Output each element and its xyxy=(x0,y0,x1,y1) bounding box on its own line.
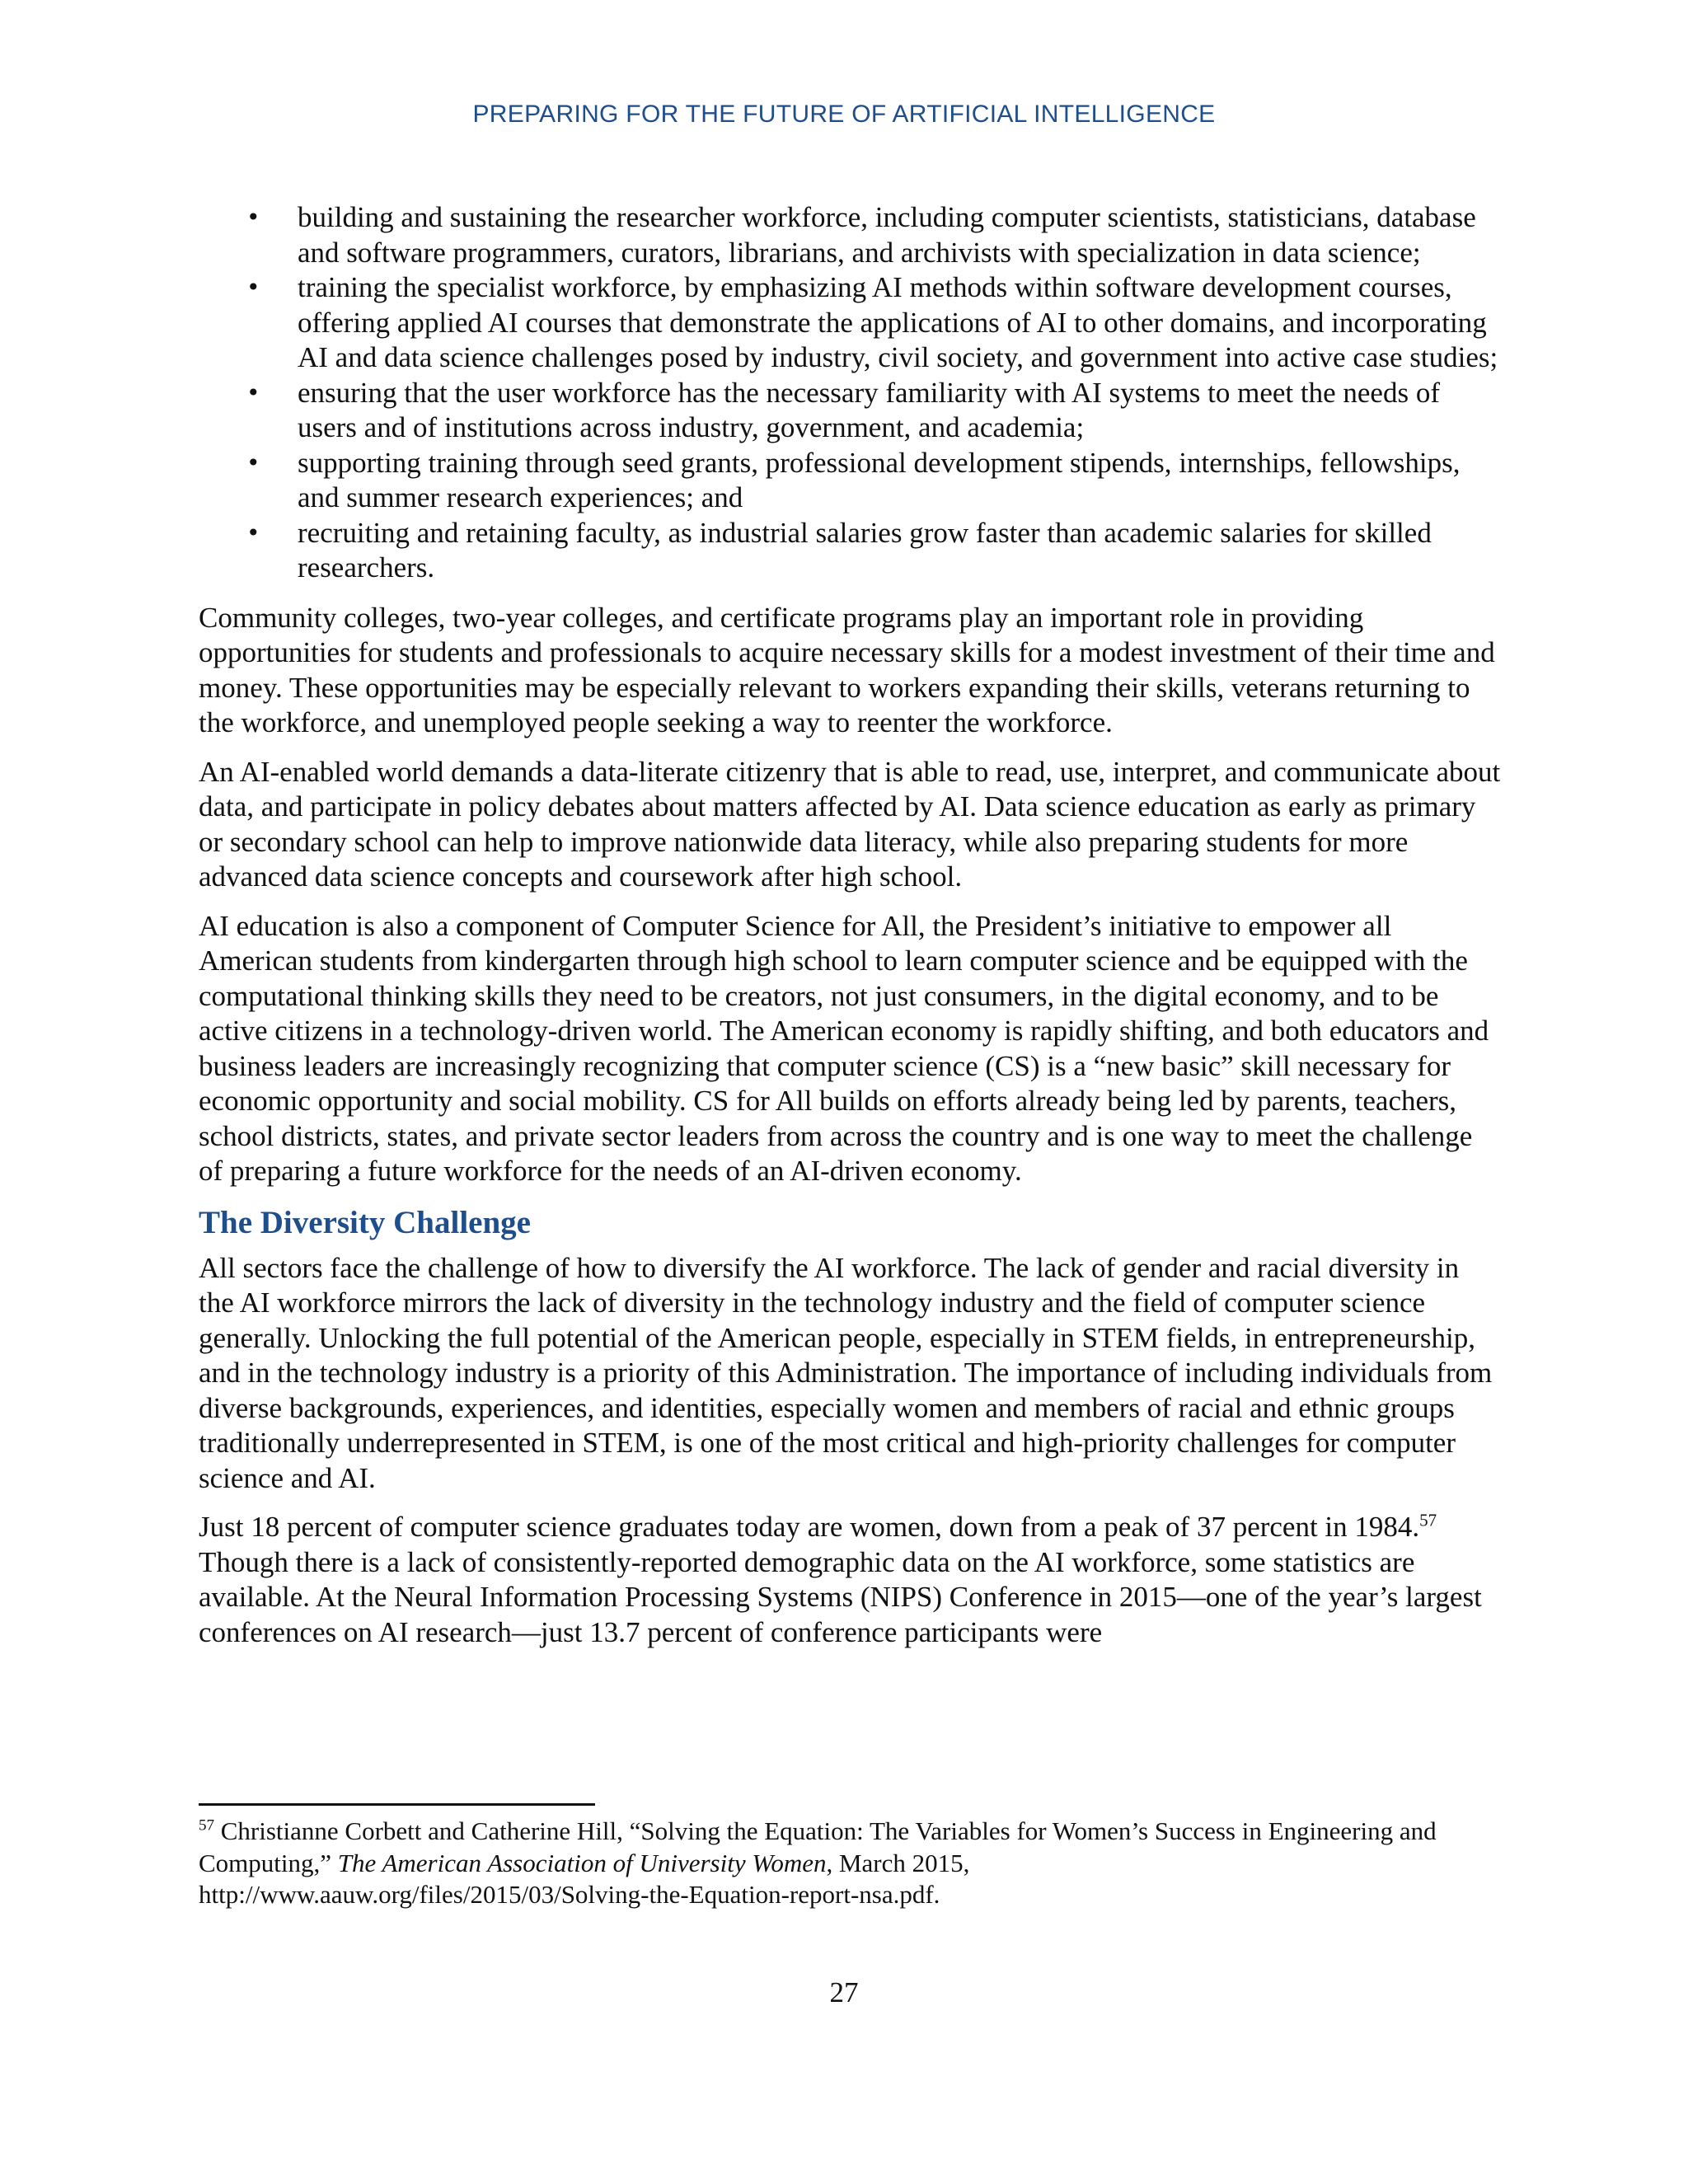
list-item xyxy=(199,270,1501,376)
list-item xyxy=(199,516,1501,586)
bullet-icon: • xyxy=(246,518,260,546)
section-heading: The Diversity Challenge xyxy=(199,1204,531,1240)
page-number: 27 xyxy=(829,1976,859,2008)
bullet-icon: • xyxy=(246,378,260,406)
paragraph-community-colleges: Community colleges, two-year colleges, and certificate programs play an important role in providing opportunities for students and professionals to acquire necessary skills for a modest investment of their time and money. These opportunities may be especially relevant to workers expanding their skills, veterans returning to the workforce, and unemployed people seeking a way to reenter the workforce. xyxy=(199,601,1495,738)
bullet-icon: • xyxy=(246,448,260,476)
paragraph-data-literacy: An AI-enabled world demands a data-literate citizenry that is able to read, use, interpret, and communicate about data, and participate in policy debates about matters affected by AI. Data science education as early as primary or secondary school can help to improve nationwide data literacy, while also preparing students for more advanced data science concepts and coursework after high school. xyxy=(199,755,1501,893)
list-item-text: building and sustaining the researcher workforce, including computer scientists, statisticians, database and software programmers, curators, librarians, and archivists with specialization in data science; xyxy=(298,201,1476,269)
footnote xyxy=(199,1816,1501,1911)
bullet-list xyxy=(199,200,1501,586)
page-body xyxy=(199,200,1501,1650)
list-item-text: training the specialist workforce, by emphasizing AI methods within software development courses, offering applied AI courses that demonstrate the applications of AI to other domains, and incorporating AI and data science challenges posed by industry, civil society, and government into active case studies; xyxy=(298,271,1498,373)
list-item xyxy=(199,200,1501,270)
paragraph-diversity: All sectors face the challenge of how to diversify the AI workforce. The lack of gender and racial diversity in the AI workforce mirrors the lack of diversity in the technology industry and the field of computer science generally. Unlocking the full potential of the American people, especially in STEM fields, in entrepreneurship, and in the technology industry is a priority of this Administration. The importance of including individuals from diverse backgrounds, experiences, and identities, especially women and members of racial and ethnic groups traditionally underrepresented in STEM, is one of the most critical and high-priority challenges for computer science and AI. xyxy=(199,1251,1493,1494)
bullet-icon: • xyxy=(246,204,260,231)
statistics-text-end: Though there is a lack of consistently-reported demographic data on the AI workforce, some statistics are available. At the Neural Information Processing Systems (NIPS) Conference in 2015—one of the year’s largest conferences on AI research—just 13.7 percent of conference participants were xyxy=(199,1545,1482,1648)
list-item xyxy=(199,446,1501,516)
paragraph-cs-for-all: AI education is also a component of Computer Science for All, the President’s initiative to empower all American students from kindergarten through high school to learn computer science and be equipped with the computational thinking skills they need to be creators, not just consumers, in the digital economy, and to be active citizens in a technology-driven world. The American economy is rapidly shifting, and both educators and business leaders are increasingly recognizing that computer science (CS) is a “new basic” skill necessary for economic opportunity and social mobility. CS for All builds on efforts already being led by parents, teachers, school districts, states, and private sector leaders from across the country and is one way to meet the challenge of preparing a future workforce for the needs of an AI-driven economy. xyxy=(199,909,1489,1187)
footnote-date: , March 2015, xyxy=(826,1848,970,1877)
bullet-icon: • xyxy=(246,274,260,301)
statistics-text-start: Just 18 percent of computer science graduates today are women, down from a peak of 37 percent in 1984. xyxy=(199,1511,1420,1543)
footnote-text: Christianne Corbett and Catherine Hill, “Solving the Equation: The Variables for Women’s Success in Engineering and Computing,” xyxy=(199,1816,1437,1877)
running-header: PREPARING FOR THE FUTURE OF ARTIFICIAL INTELLIGENCE xyxy=(472,101,1216,128)
footnote-url: http://www.aauw.org/files/2015/03/Solving-the-Equation-report-nsa.pdf. xyxy=(199,1880,940,1909)
footnote-reference: 57 xyxy=(1419,1510,1437,1530)
footnote-divider xyxy=(199,1803,595,1806)
list-item-text: ensuring that the user workforce has the necessary familiarity with AI systems to meet the needs of users and of institutions across industry, government, and academia; xyxy=(298,376,1440,443)
list-item-text: recruiting and retaining faculty, as industrial salaries grow faster than academic salaries for skilled researchers. xyxy=(298,516,1432,583)
footnote-publication: The American Association of University Women xyxy=(337,1848,827,1877)
list-item-text: supporting training through seed grants, professional development stipends, internships, fellowships, and summer research experiences; and xyxy=(298,446,1461,513)
list-item xyxy=(199,376,1501,446)
footnote-number: 57 xyxy=(199,1816,214,1835)
paragraph-statistics xyxy=(199,1510,1501,1650)
